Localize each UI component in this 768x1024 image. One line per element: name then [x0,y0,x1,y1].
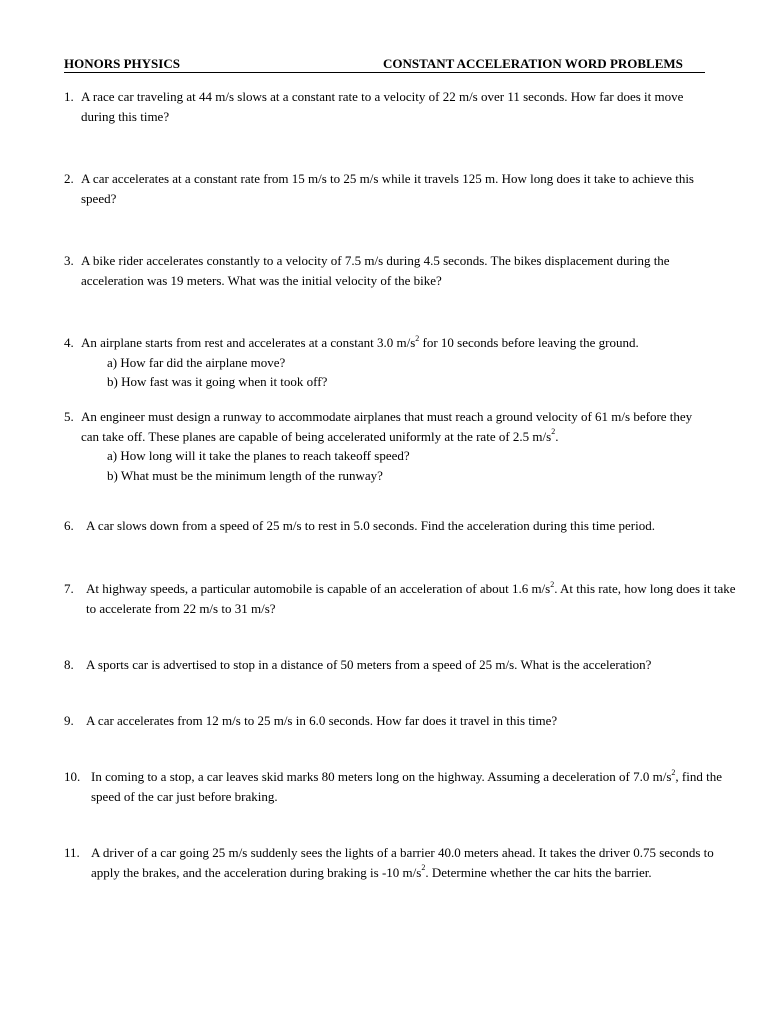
problem-10 [64,767,724,806]
problem-number: 6. [64,518,74,533]
problem-text: In coming to a stop, a car leaves skid marks 80 meters long on the highway. Assuming a deceleration of 7.0 $m/s^2$, find the speed of the car just before braking. [91,767,722,804]
problem-number: 3. [64,253,74,268]
problem-6 [64,516,724,536]
problem-text: A driver of a car going 25 m/s suddenly sees the lights of a barrier 40.0 meters ahead. It takes the driver 0.75 seconds to apply the brakes, and the acceleration during braking is -10 $m/s^2$. Determine whether the car hits the barrier. [91,845,714,880]
problem-number: 5. [64,409,74,424]
problem-number: 9. [64,713,74,728]
problem-1 [64,87,699,126]
problem-2 [64,169,719,208]
subquestion-b: b) How fast was it going when it took off? [107,374,328,389]
problem-number: 10. [64,769,81,784]
problem-5 [64,407,712,485]
problem-number: 4. [64,335,74,350]
problem-text: At highway speeds, a particular automobile is capable of an acceleration of about 1.6 $m/s^2$. At this rate, how long does it take to accelerate from 22 m/s to 31 m/s? [86,579,736,616]
problem-4 [64,333,744,392]
problem-number: 2. [64,171,74,186]
subquestion-a: a) How far did the airplane move? [107,354,286,370]
problem-9 [64,711,724,731]
course-name: HONORS PHYSICS [64,56,180,71]
problem-7 [64,579,736,618]
problem-text: A sports car is advertised to stop in a distance of 50 meters from a speed of 25 m/s. What is the acceleration? [86,657,652,672]
problem-11 [64,843,719,882]
problem-number: 8. [64,657,74,672]
worksheet-header [64,55,705,73]
problem-text: A car accelerates from 12 m/s to 25 m/s in 6.0 seconds. How far does it travel in this time? [86,713,558,728]
problem-text: A car accelerates at a constant rate from 15 m/s to 25 m/s while it travels 125 m. How long does it take to achieve this speed? [81,171,694,206]
subquestion-a: a) How long will it take the planes to reach takeoff speed? [107,448,410,463]
problem-number: 1. [64,89,74,104]
problem-text: A race car traveling at 44 m/s slows at a constant rate to a velocity of 22 m/s over 11 seconds. How far does it move during this time? [81,89,684,124]
problem-text: A bike rider accelerates constantly to a velocity of 7.5 m/s during 4.5 seconds. The bikes displacement during the acceleration was 19 meters. What was the initial velocity of the bike? [81,253,670,288]
subquestion-b: b) What must be the minimum length of the runway? [107,467,383,483]
problem-text: An engineer must design a runway to accommodate airplanes that must reach a ground velocity of 61 m/s before they can take off. These planes are capable of being accelerated uniformly at the rate of 2.5 $m/s^2$. [81,409,693,444]
problem-number: 11. [64,845,80,860]
worksheet-title: CONSTANT ACCELERATION WORD PROBLEMS [383,56,683,71]
problem-text: A car slows down from a speed of 25 m/s to rest in 5.0 seconds. Find the acceleration during this time period. [86,518,655,533]
problem-text: An airplane starts from rest and accelerates at a constant 3.0 $m/s^2$ for 10 seconds before leaving the ground. [81,333,639,350]
problem-8 [64,655,724,675]
problem-3 [64,251,719,290]
problem-number: 7. [64,581,74,596]
